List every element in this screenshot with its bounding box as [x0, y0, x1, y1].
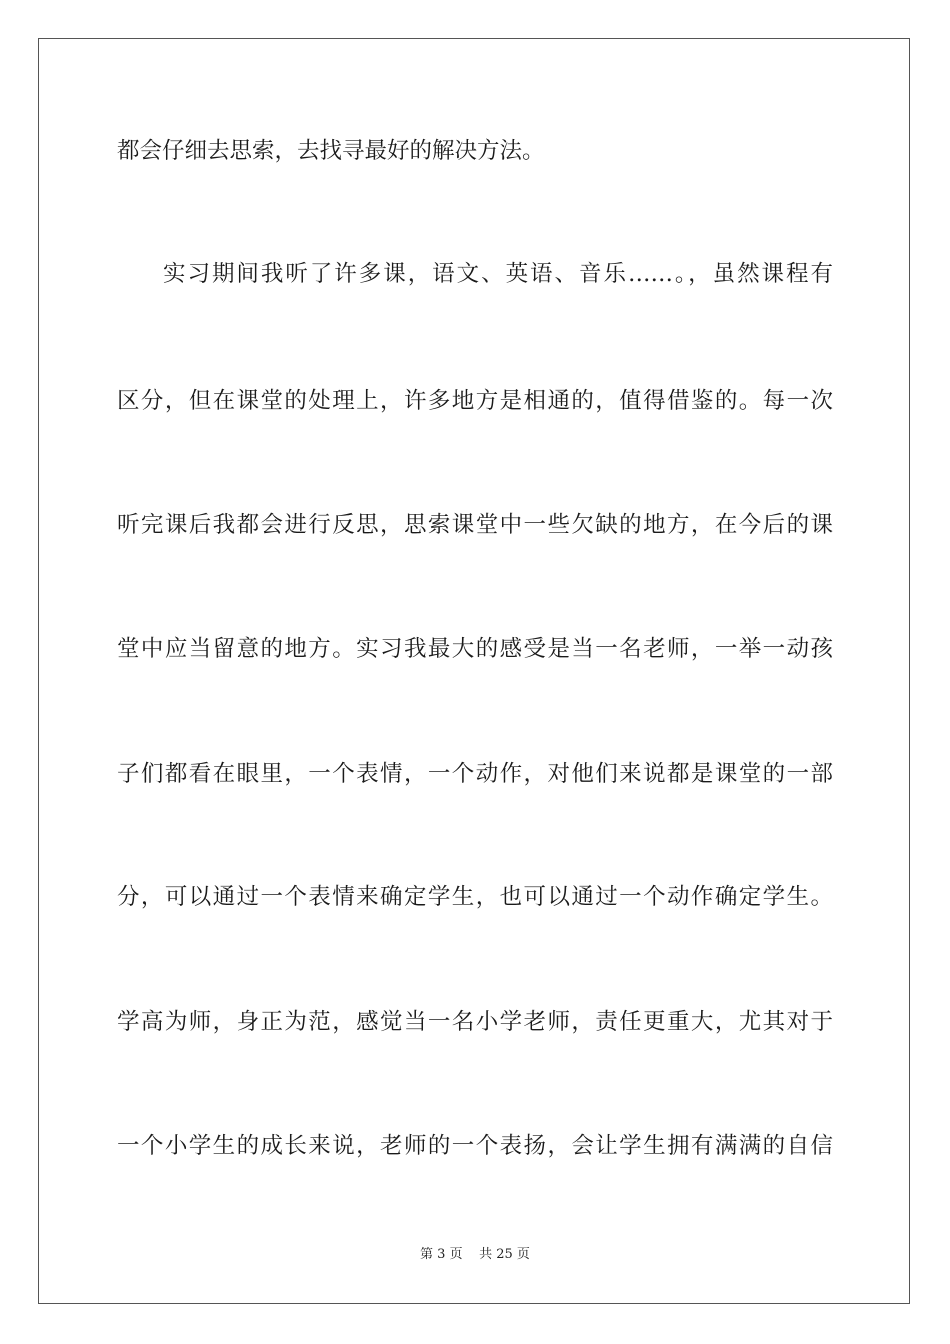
text-line: 子们都看在眼里，一个表情，一个动作，对他们来说都是课堂的一部 [117, 761, 833, 787]
text-line: 学高为师，身正为范，感觉当一名小学老师，责任更重大，尤其对于 [117, 1009, 833, 1035]
text-line: 一个小学生的成长来说，老师的一个表扬，会让学生拥有满满的自信 [117, 1133, 833, 1159]
text-line: 听完课后我都会进行反思，思索课堂中一些欠缺的地方，在今后的课 [117, 512, 833, 538]
text-line: 区分，但在课堂的处理上，许多地方是相通的，值得借鉴的。每一次 [117, 388, 833, 414]
page-total: 共 25 页 [479, 1247, 530, 1262]
page-number: 第 3 页 [420, 1247, 463, 1262]
text-line: 实习期间我听了许多课，语文、英语、音乐……。，虽然课程有 [163, 261, 833, 287]
text-line: 堂中应当留意的地方。实习我最大的感受是当一名老师，一举一动孩 [117, 636, 833, 662]
page-border [38, 38, 910, 1304]
text-line: 分，可以通过一个表情来确定学生，也可以通过一个动作确定学生。 [117, 884, 833, 910]
page-footer [0, 1246, 950, 1264]
text-line: 都会仔细去思索，去找寻最好的解决方法。 [117, 138, 545, 164]
